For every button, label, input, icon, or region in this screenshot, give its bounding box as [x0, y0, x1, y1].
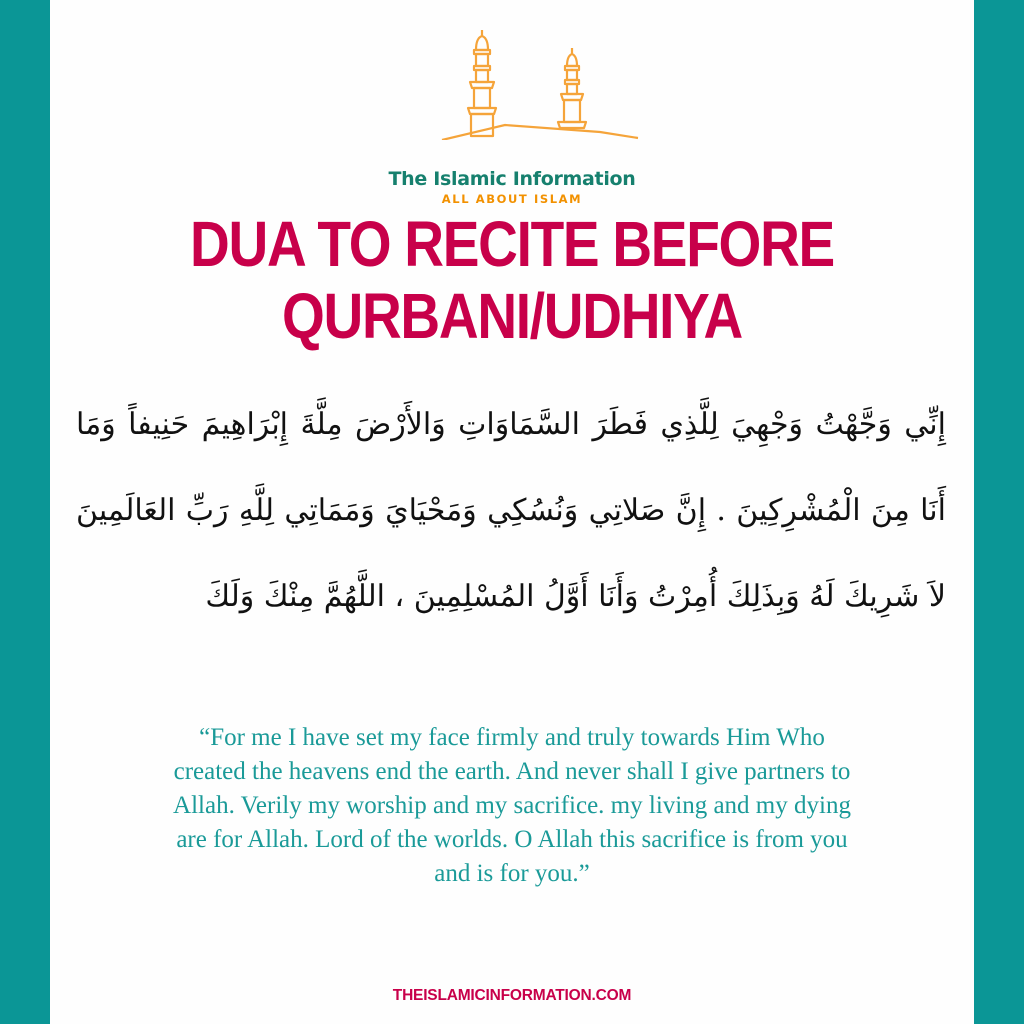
translation-line: and is for you.”	[434, 860, 590, 887]
footer-website-url: THEISLAMICINFORMATION.COM	[392, 987, 632, 1004]
english-translation	[50, 721, 974, 891]
right-teal-border	[974, 0, 1024, 1024]
translation-line: Allah. Verily my worship and my sacrifice. my living and my dying	[173, 792, 851, 819]
page-title-line-1: DUA TO RECITE BEFORE	[190, 208, 834, 280]
dua-card	[50, 0, 974, 1024]
translation-line: are for Allah. Lord of the worlds. O Allah this sacrifice is from you	[176, 826, 848, 853]
arabic-dua-text: إِنِّي وَجَّهْتُ وَجْهِيَ لِلَّذِي فَطَرَ السَّمَاوَاتِ وَالأَرْضَ مِلَّةَ إِبْرَاهِيمَ حَنِيفاً وَمَا أَنَا مِنَ الْمُشْرِكِينَ . إِنَّ صَلاتِي وَنُسُكِي وَمَحْيَايَ وَمَمَاتِي لِلَّهِ رَبِّ العَالَمِينَ لاَ شَرِيكَ لَهُ وَبِذَلِكَ أُمِرْتُ وَأَنَا أَوَّلُ المُسْلِمِينَ ، اللَّهُمَّ مِنْكَ وَلَكَ	[76, 407, 946, 614]
site-logo	[50, 28, 974, 206]
logo-title: The Islamic Information	[388, 168, 636, 190]
translation-line: created the heavens end the earth. And never shall I give partners to	[173, 758, 851, 785]
translation-line: “For me I have set my face firmly and truly towards Him Who	[199, 724, 825, 751]
left-teal-border	[0, 0, 50, 1024]
logo-tagline: ALL ABOUT ISLAM	[441, 192, 583, 206]
page-title	[115, 208, 910, 352]
mosque-minarets-icon	[440, 28, 640, 140]
page-title-line-2: QURBANI/UDHIYA	[281, 280, 743, 352]
